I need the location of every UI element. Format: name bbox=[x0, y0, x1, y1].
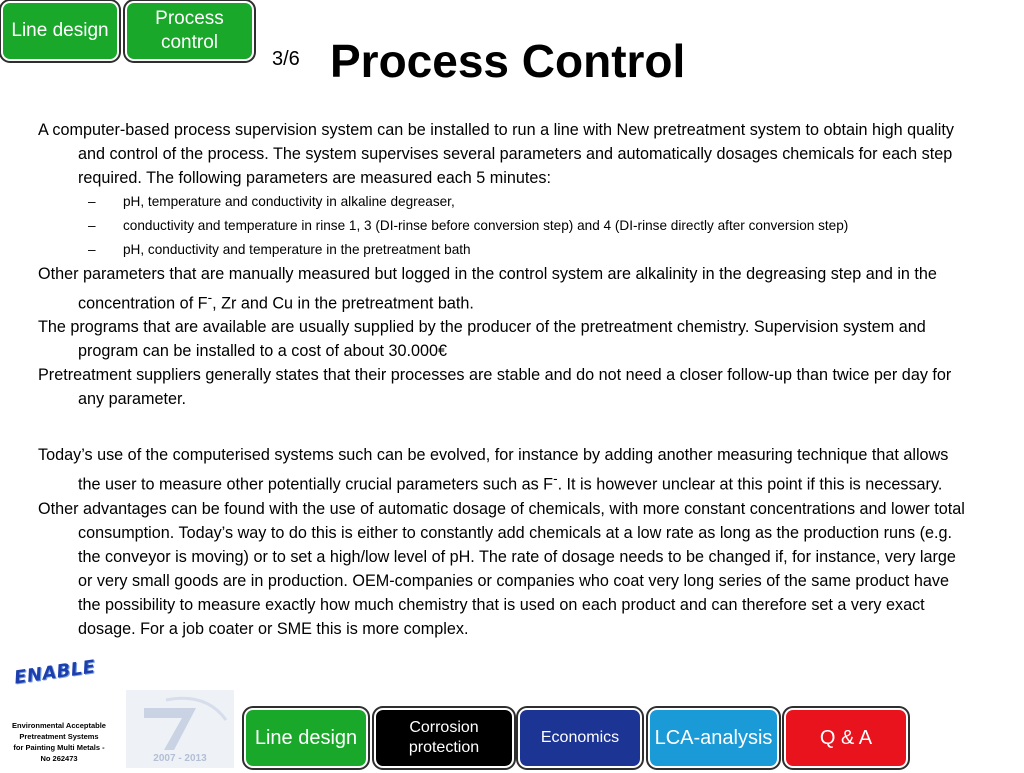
project-caption-line: Pretreatment Systems bbox=[19, 732, 99, 741]
slide-body bbox=[38, 118, 973, 641]
bullet-text: conductivity and temperature in rinse 1, 3 (DI-rinse before conversion step) and 4 (DI-rinse directly after conversion step) bbox=[123, 218, 849, 233]
bullet-text: pH, temperature and conductivity in alkaline degreaser, bbox=[123, 194, 455, 209]
slide-number: 3/6 bbox=[272, 48, 300, 70]
top-nav-line-design-label: Line design bbox=[11, 20, 109, 42]
fp7-years: 2007 - 2013 bbox=[153, 753, 207, 764]
project-caption bbox=[2, 720, 116, 764]
paragraph-other-parameters bbox=[38, 262, 973, 315]
top-nav-line-design-button[interactable] bbox=[3, 3, 117, 59]
p5-before: Today’s use of the computerised systems such can be evolved, for instance by adding another measuring technique that allows the user to measure other potentially crucial parameters such as F bbox=[38, 446, 949, 494]
paragraph-suppliers: Pretreatment suppliers generally states that their processes are stable and do not need a closer follow-up than twice per day for any parameter. bbox=[38, 366, 952, 409]
enable-logo: ENABLE bbox=[12, 656, 97, 689]
top-nav-process-control-label: Process control bbox=[155, 8, 224, 53]
fp7-logo-graphic bbox=[126, 690, 234, 768]
fp7-logo bbox=[126, 690, 234, 768]
paragraph-todays-use bbox=[38, 443, 973, 496]
paragraph-intro: A computer-based process supervision system can be installed to run a line with New pretreatment system to obtain high quality and control of the process. The system supervises several parameters and automatically dosages chemicals for each step required. The following parameters are measured each 5 minutes: bbox=[38, 121, 954, 187]
bottom-nav-lca-analysis-button[interactable] bbox=[650, 710, 777, 766]
bottom-nav-economics-label: Economics bbox=[540, 729, 620, 746]
bullet-dash: – bbox=[88, 242, 96, 257]
page-title: Process Control bbox=[330, 35, 686, 87]
bullet-item bbox=[38, 238, 973, 262]
bullet-text: pH, conductivity and temperature in the pretreatment bath bbox=[123, 242, 471, 257]
paragraph-advantages: Other advantages can be found with the use of automatic dosage of chemicals, with more constant concentrations and lower total consumption. Today’s way to do this is either to constantly add chemicals at a low rate as long as the production runs (e.g. the conveyor is moving) or to set a high/low level of pH. The rate of dosage needs to be changed if, for instance, very large or very small goods are in production. OEM-companies or companies who coat very long series of the same product have the possibility to measure exactly how much chemistry that is used on each product and can therefore set a very exact dosage. For a job coater or SME this is more complex. bbox=[38, 499, 965, 638]
paragraph-programs: The programs that are available are usually supplied by the producer of the pretreatment chemistry. Supervision system and program can be installed to a cost of about 30.000€ bbox=[38, 318, 926, 361]
bottom-nav-corrosion-protection-label: Corrosion protection bbox=[408, 719, 480, 756]
bullet-dash: – bbox=[88, 194, 96, 209]
p2-after: , Zr and Cu in the pretreatment bath. bbox=[212, 294, 474, 313]
p2-before: Other parameters that are manually measured but logged in the control system are alkalinity in the degreasing step and in the concentration of F bbox=[38, 265, 937, 313]
bottom-nav-lca-analysis-label: LCA-analysis bbox=[654, 726, 773, 749]
bottom-nav-qa-label: Q & A bbox=[819, 726, 873, 749]
p5-after: . It is however unclear at this point if this is necessary. bbox=[557, 475, 943, 494]
p2-superscript: - bbox=[207, 290, 213, 305]
project-caption-line: No 262473 bbox=[40, 754, 78, 763]
bullet-dash: – bbox=[88, 218, 96, 233]
bottom-nav-corrosion-protection-button[interactable] bbox=[376, 710, 512, 766]
bottom-nav-qa-button[interactable] bbox=[786, 710, 906, 766]
top-nav-process-control-button[interactable] bbox=[127, 3, 252, 59]
bullet-item bbox=[38, 214, 973, 238]
bottom-nav-line-design-button[interactable] bbox=[246, 710, 366, 766]
project-caption-line: Environmental Acceptable bbox=[12, 721, 106, 730]
bottom-nav-line-design-label: Line design bbox=[254, 726, 358, 749]
paragraph-gap bbox=[38, 411, 973, 443]
bottom-nav-economics-button[interactable] bbox=[520, 710, 640, 766]
project-caption-line: for Painting Multi Metals - bbox=[13, 743, 105, 752]
bullet-item bbox=[38, 190, 973, 214]
p5-superscript: - bbox=[553, 471, 558, 487]
